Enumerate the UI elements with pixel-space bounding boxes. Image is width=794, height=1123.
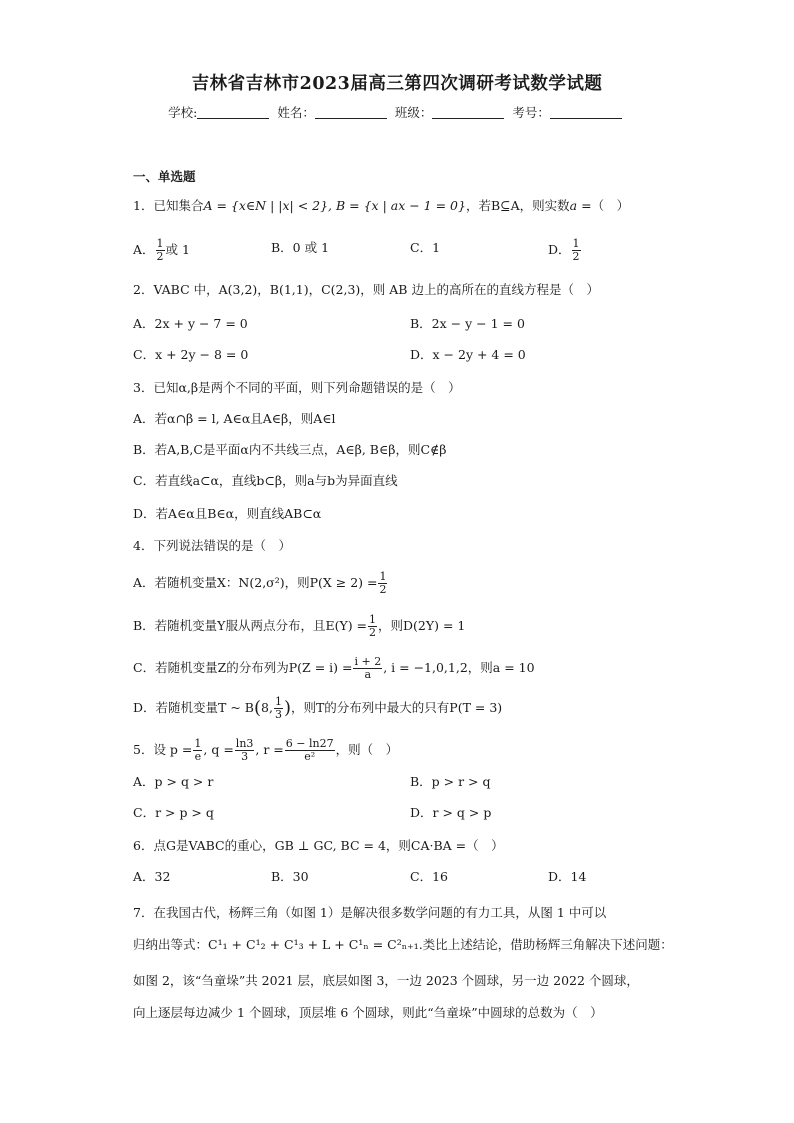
q6-option-a[interactable]: A．32	[133, 869, 171, 884]
q5-option-b[interactable]: B．p > r > q	[410, 774, 491, 789]
q6-option-d[interactable]: D．14	[548, 869, 587, 884]
q4-b-fraction	[368, 614, 377, 639]
q3-option-a[interactable]: A．若α∩β = l, A∈α且A∈β，则A∈l	[133, 411, 336, 426]
q4-c-fraction	[353, 656, 382, 681]
q4-b-post: ，则D(2Y) = 1	[378, 618, 466, 633]
q5-r-den: e²	[304, 750, 316, 763]
q4-d-left-paren: (	[253, 697, 261, 719]
q1-a-text: 或 1	[165, 242, 190, 257]
q1-a-fraction	[156, 238, 165, 263]
q1-var: a =	[569, 198, 592, 213]
q4-option-d[interactable]	[133, 696, 502, 721]
q4-b-text: B．若随机变量Y服从两点分布，且E(Y) =	[133, 618, 368, 633]
question-7-line-3: 如图 2，该“刍童垛”共 2021 层，底层如图 3，一边 2023 个圆球，另一边 2022 个圆球，	[133, 973, 639, 988]
q2-option-c[interactable]: C．x + 2y − 8 = 0	[133, 347, 249, 362]
q4-a-num: 1	[379, 570, 387, 583]
q4-a-fraction	[378, 571, 387, 596]
question-3-stem: 3．已知α,β是两个不同的平面，则下列命题错误的是（ ）	[133, 380, 461, 395]
q5-p-fraction	[193, 738, 202, 763]
q1-stem-prefix: 1．已知集合	[133, 198, 204, 213]
q5-p-num: 1	[194, 737, 202, 750]
q3-option-b[interactable]: B．若A,B,C是平面α内不共线三点，A∈β, B∈β，则C∉β	[133, 442, 447, 457]
q5-post: ，则（ ）	[335, 742, 399, 757]
q2-option-b[interactable]: B．2x − y − 1 = 0	[410, 316, 525, 331]
q1-d-den: 2	[572, 250, 580, 263]
q1-sets: A = {x∈N | |x| < 2}, B = {x | ax − 1 = 0}	[203, 198, 466, 213]
q2-option-a[interactable]: A．2x + y − 7 = 0	[133, 316, 248, 331]
q4-d-num: 1	[274, 695, 282, 708]
q4-d-fraction	[274, 696, 283, 721]
question-7-line-4: 向上逐层每边减少 1 个圆球，顶层堆 6 个圆球，则此“刍童垛”中圆球的总数为（ ）	[133, 1005, 603, 1020]
q4-c-post: , i = −1,0,1,2，则a = 10	[383, 660, 535, 675]
name-blank[interactable]	[315, 106, 387, 119]
q4-d-mid: 8,	[261, 700, 273, 715]
q5-r-label: , r =	[255, 742, 284, 757]
q4-d-text: D．若随机变量T ~ B	[133, 700, 254, 715]
school-blank[interactable]	[197, 106, 269, 119]
q5-r-num: 6 − ln27	[285, 737, 334, 750]
question-2-stem: 2．VABC 中，A(3,2)，B(1,1)，C(2,3)，则 AB 边上的高所在的直线方程是（ ）	[133, 282, 599, 297]
q4-option-a[interactable]	[133, 571, 388, 596]
q4-d-post: ，则T的分布列中最大的只有P(T = 3)	[290, 700, 503, 715]
school-label: 学校:	[168, 105, 198, 120]
q3-option-c[interactable]: C．若直线a⊂α，直线b⊂β，则a与b为异面直线	[133, 473, 398, 488]
q1-a-den: 2	[156, 250, 164, 263]
q5-option-c[interactable]: C．r > p > q	[133, 805, 214, 820]
q5-q-fraction	[235, 738, 255, 763]
question-6-stem: 6．点G是VABC的重心，GB ⊥ GC, BC = 4，则CA·BA =（ ）	[133, 838, 504, 853]
q5-q-num: ln3	[235, 737, 254, 750]
q1-option-d[interactable]	[548, 238, 582, 263]
student-info-row	[0, 103, 794, 121]
class-blank[interactable]	[432, 106, 504, 119]
q5-option-a[interactable]: A．p > q > r	[133, 774, 214, 789]
q1-stem-mid: ，若B⊆A，则实数	[465, 198, 570, 213]
q1-d-label: D．	[548, 242, 571, 257]
exam-number-label: 考号：	[512, 105, 550, 120]
q4-d-right-paren: )	[283, 697, 291, 719]
question-1-stem	[133, 198, 629, 214]
q1-a-label: A．	[133, 242, 155, 257]
q4-b-den: 2	[369, 626, 377, 639]
page-title: 吉林省吉林市2023届高三第四次调研考试数学试题	[191, 74, 603, 94]
question-7-line-2: 归纳出等式：C¹₁ + C¹₂ + C¹₃ + L + C¹ₙ = C²ₙ₊₁.类比上述结论，借助杨辉三角解决下述问题：	[133, 937, 673, 952]
q4-c-text: C．若随机变量Z的分布列为P(Z = i) =	[133, 660, 353, 675]
q3-option-d[interactable]: D．若A∈α且B∈α，则直线AB⊂α	[133, 506, 322, 521]
q1-d-num: 1	[572, 237, 580, 250]
q4-a-den: 2	[379, 583, 387, 596]
q5-q-label: , q =	[203, 742, 234, 757]
q5-option-d[interactable]: D．r > q > p	[410, 805, 492, 820]
q5-p-den: e	[194, 750, 202, 763]
exam-number-blank[interactable]	[550, 106, 622, 119]
name-label: 姓名：	[277, 105, 315, 120]
q1-option-c[interactable]: C．1	[410, 240, 441, 255]
q4-b-num: 1	[369, 613, 377, 626]
q1-stem-end: （ ）	[591, 198, 630, 213]
q4-d-den: 3	[274, 708, 282, 721]
q4-option-c[interactable]	[133, 656, 535, 681]
q4-c-num: i + 2	[354, 655, 382, 668]
q4-c-den: a	[364, 668, 372, 681]
q5-q-den: 3	[241, 750, 249, 763]
class-label: 班级：	[394, 105, 433, 120]
question-4-stem: 4．下列说法错误的是（ ）	[133, 538, 291, 553]
q6-option-b[interactable]: B．30	[271, 869, 309, 884]
question-7-line-1: 7．在我国古代，杨辉三角（如图 1）是解决很多数学问题的有力工具，从图 1 中可以	[133, 905, 607, 920]
q2-option-d[interactable]: D．x − 2y + 4 = 0	[410, 347, 526, 362]
section-heading: 一、单选题	[133, 169, 196, 184]
q5-prefix: 5．设 p =	[133, 742, 193, 757]
q1-option-a[interactable]	[133, 238, 190, 263]
q1-d-fraction	[572, 238, 581, 263]
q6-option-c[interactable]: C．16	[410, 869, 448, 884]
question-5-stem	[133, 738, 398, 763]
q4-option-b[interactable]	[133, 614, 465, 639]
q5-r-fraction	[285, 738, 335, 763]
q1-option-b[interactable]: B．0 或 1	[271, 240, 330, 255]
q1-a-num: 1	[156, 237, 164, 250]
q4-a-text: A．若随机变量X：N(2,σ²)，则P(X ≥ 2) =	[133, 575, 378, 590]
